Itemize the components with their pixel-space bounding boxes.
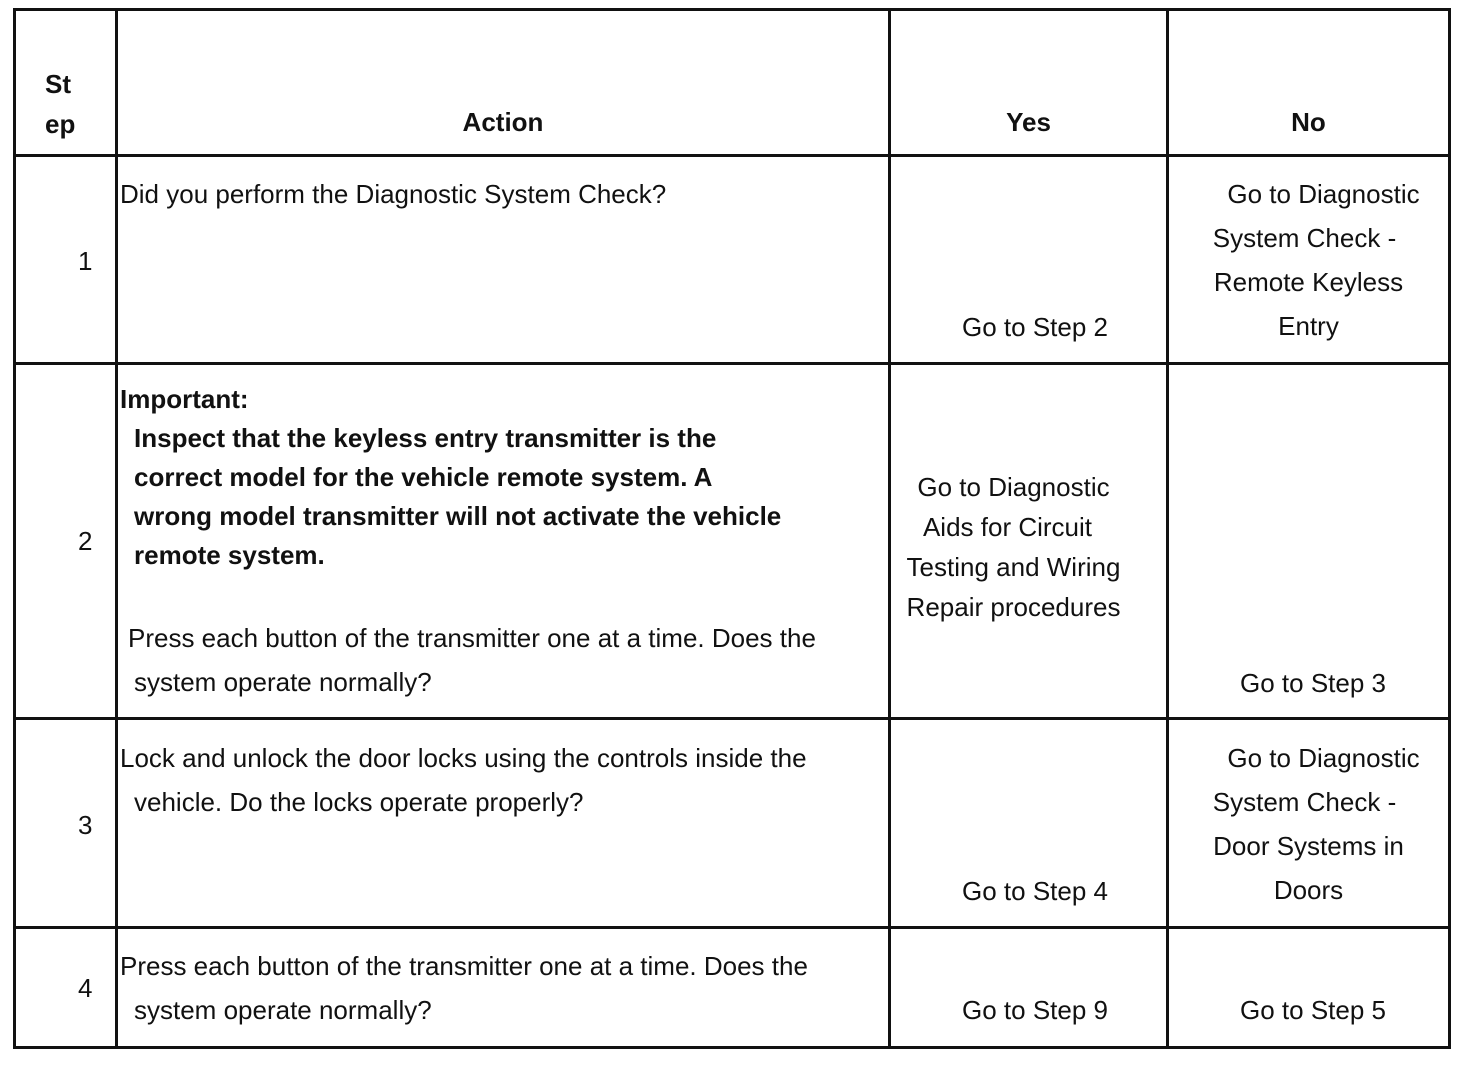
no-text-line: Remote Keyless xyxy=(1213,267,1404,297)
step-number: 2 xyxy=(78,526,93,556)
important-note-line: wrong model transmitter will not activate the vehicle xyxy=(134,501,782,531)
no-text: Go to Step 5 xyxy=(1240,995,1386,1025)
column-divider xyxy=(115,8,118,1049)
header-yes: Yes xyxy=(1006,107,1051,137)
no-text-line: System Check - xyxy=(1212,787,1397,817)
action-text xyxy=(120,944,808,1032)
table-border-top xyxy=(13,8,1451,11)
important-note-line: correct model for the vehicle remote system. A xyxy=(134,462,713,492)
yes-text-line: Testing and Wiring xyxy=(906,552,1121,582)
step-number: 1 xyxy=(78,246,93,276)
header-action: Action xyxy=(462,107,544,137)
action-text: Did you perform the Diagnostic System Check? xyxy=(120,179,667,209)
header-step-line1: St xyxy=(45,69,71,99)
action-text-line: system operate normally? xyxy=(134,667,432,697)
row-divider xyxy=(13,926,1451,929)
important-note-line: remote system. xyxy=(134,540,325,570)
yes-text xyxy=(891,467,1136,627)
step-number: 3 xyxy=(78,810,93,840)
yes-text-line: Go to Diagnostic xyxy=(917,472,1110,502)
no-text xyxy=(1169,736,1448,912)
no-text-line: Go to Diagnostic xyxy=(1227,179,1420,209)
action-text xyxy=(128,616,816,704)
header-step xyxy=(45,64,75,144)
table-border-left xyxy=(13,8,16,1049)
header-step-line2: ep xyxy=(45,109,76,139)
important-label: Important: xyxy=(120,384,249,414)
step-number: 4 xyxy=(78,973,93,1003)
no-text: Go to Step 3 xyxy=(1240,668,1386,698)
yes-text: Go to Step 2 xyxy=(962,312,1108,342)
important-note-line: Inspect that the keyless entry transmitter is the xyxy=(134,423,717,453)
yes-text-line: Aids for Circuit xyxy=(922,512,1093,542)
yes-text: Go to Step 4 xyxy=(962,876,1108,906)
no-text xyxy=(1169,172,1448,348)
table-border-bottom xyxy=(13,1046,1451,1049)
no-text-line: Door Systems in xyxy=(1213,831,1404,861)
header-divider xyxy=(13,154,1451,157)
diagnostic-table xyxy=(13,8,1451,1049)
action-text-line: system operate normally? xyxy=(134,995,432,1025)
no-text-line: Go to Diagnostic xyxy=(1227,743,1420,773)
header-no: No xyxy=(1291,107,1326,137)
row-divider xyxy=(13,362,1451,365)
no-text-line: Entry xyxy=(1278,311,1339,341)
action-text-line: Press each button of the transmitter one at a time. Does the xyxy=(120,951,808,981)
action-text-line: Lock and unlock the door locks using the controls inside the xyxy=(120,743,807,773)
action-text xyxy=(120,736,807,824)
yes-text: Go to Step 9 xyxy=(962,995,1108,1025)
row-divider xyxy=(13,717,1451,720)
important-note xyxy=(134,419,781,575)
action-text-line: Press each button of the transmitter one at a time. Does the xyxy=(128,623,816,653)
yes-text-line: Repair procedures xyxy=(906,592,1121,622)
no-text-line: System Check - xyxy=(1212,223,1397,253)
table-border-right xyxy=(1448,8,1451,1049)
action-text-line: vehicle. Do the locks operate properly? xyxy=(134,787,584,817)
no-text-line: Doors xyxy=(1273,875,1344,905)
